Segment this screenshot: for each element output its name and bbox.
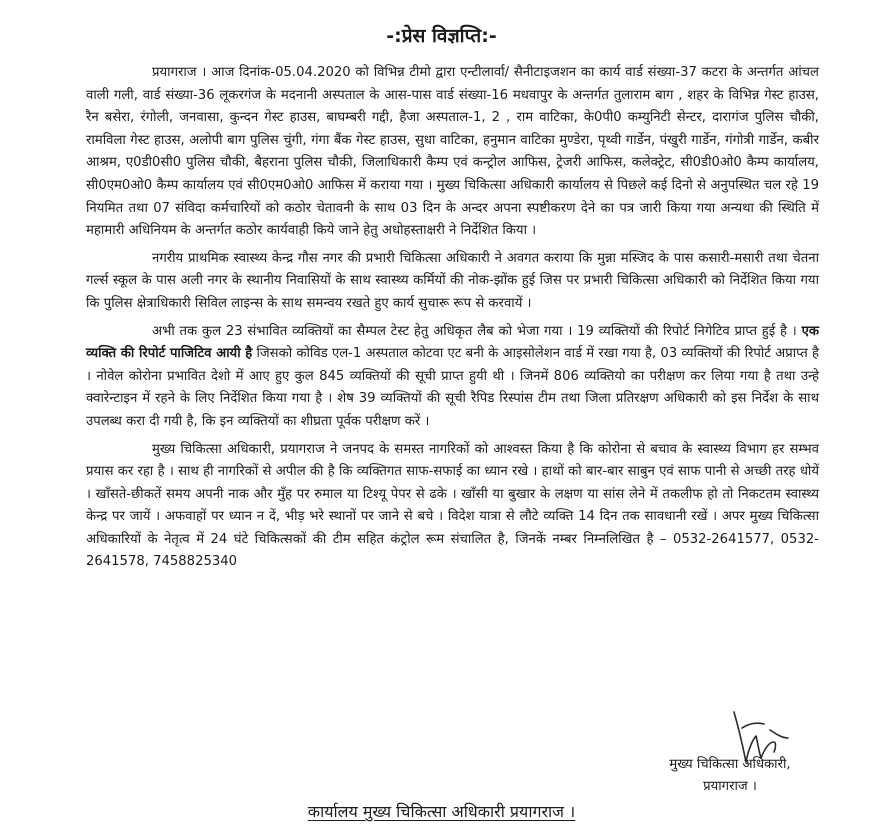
signature-block [610, 754, 850, 798]
test-results-details: जिसको कोविड एल-1 अस्पताल कोटवा एट बनी के आइसोलेशन वार्ड में रखा गया है, 03 व्यक्तियों की रिपोर्ट अप्राप्त है । नोवेल कोरोना प्रभावित देशो में आए हुए कुल 845 व्यक्तियों की सूची प्राप्त हुयी थी । जिनमें 806 व्यक्तियो का परीक्षण कर लिया गया है तथा उन्हे क्वारेन्टाइन में रहने के लिए निर्देशित किया गया है । शेष 39 व्यक्तियों की सूची रैपिड रिस्पांस टीम तथा जिला प्रतिरक्षण अधिकारी को इस निर्देश के साथ उपलब्ध करा दी गयी है, कि इन व्यक्तियों का शीघ्रता पूर्वक परीक्षण करें । [86, 346, 819, 429]
page-title: -:प्रेस विज्ञप्ति:- [386, 25, 497, 47]
positive-case-highlight: एक व्यक्ति की रिपोर्ट पाजिटिव आयी है [86, 323, 819, 362]
office-footer [0, 799, 883, 825]
press-release-body [86, 62, 819, 574]
signatory-designation: मुख्य चिकित्सा अधिकारी, [669, 757, 791, 772]
paragraph-test-results [86, 321, 819, 434]
test-results-intro: अभी तक कुल 23 संभावित व्यक्तियों का सैम्पल टेस्ट हेतु अधिकृत लैब को भेजा गया । 19 व्यक्तियों की रिपोर्ट निगेटिव प्राप्त हुई है । [152, 323, 797, 339]
office-name: कार्यालय मुख्य चिकित्सा अधिकारी प्रयागराज । [307, 802, 576, 821]
paragraph-sanitization: प्रयागराज । आज दिनांक-05.04.2020 को विभिन्न टीमो द्वारा एन्टीलार्वा/ सैनीटाइजशन का कार्य वार्ड संख्या-37 कटरा के अन्तर्गत आंचल वाली गली, वार्ड संख्या-36 लूकरगंज के मदनानी अस्पताल के आस-पास वार्ड संख्या-16 मधवापुर के अन्तर्गत तुलाराम बाग , शहर के विभिन्न गेस्ट हाउस, रैन बसेरा, रंगोली, जनवासा, कुन्दन गेस्ट हाउस, बाघम्बरी गद्दी, हैजा अस्पताल-1, 2 , राम वाटिका, के0पी0 कम्युनिटी सेन्टर, दारागंज पुलिस चौकी, रामविला गेस्ट हाउस, अलोपी बाग पुलिस चुंगी, गंगा बैंक गेस्ट हाउस, सुधा वाटिका, हनुमान वाटिका मुण्डेरा, पृथ्वी गार्डेन, पंखुरी गार्डेन, गंगोत्री गार्डेन, कबीर आश्रम, ए0डी0सी0 पुलिस चौकी, बैहराना पुलिस चौकी, जिलाधिकारी कैम्प एवं कन्ट्रोल आफिस, ट्रेजरी आफिस, कलेक्ट्रेट, सी0डी0ओ0 कैम्प कार्यालय, सी0एम0ओ0 कैम्प कार्यालय एवं सी0एम0ओ0 आफिस में कराया गया । मुख्य चिकित्सा अधिकारी कार्यालय से पिछले कई दिनो से अनुपस्थित चल रहे 19 नियमित तथा 07 संविदा कर्मचारियों को कठोर चेतावनी के साथ 03 दिन के अन्दर अपना स्पष्टीकरण देने का पत्र जारी किया गया अन्यथा की स्थिति में महामारी अधिनियम के अन्तर्गत कठोर कार्यवाही किये जाने हेतु अधोहस्ताक्षरी ने निर्देशित किया । [86, 65, 819, 239]
signatory-place: प्रयागराज । [703, 779, 757, 794]
paragraph-public-advisory: मुख्य चिकित्सा अधिकारी, प्रयागराज ने जनपद के समस्त नागरिकों को आश्वस्त किया है कि कोरोना से बचाव के स्वास्थ्य विभाग हर सम्भव प्रयास कर रहा है । साथ ही नागरिकों से अपील की है कि व्यक्तिगत साफ-सफाई का ध्यान रखे । हाथों को बार-बार साबुन एवं साफ पानी से अच्छी तरह धोयें । खाँसते-छीकतें समय अपनी नाक और मुँह पर रुमाल या टिश्यू पेपर से ढके । खाँसी या बुखार के लक्षण या सांस लेने में तकलीफ हो तो निकटतम स्वास्थ्य केन्द्र पर जायें । अफवाहों पर ध्यान न दें, भीड़ भरे स्थानों पर जाने से बचे । विदेश यात्रा से लौटे व्यक्ति 14 दिन तक सावधानी रखें । अपर मुख्य चिकित्सा अधिकारियों के नेतृत्व में 24 घंटे चिकित्सकों की टीम सहित कंट्रोल रूम संचालित है, जिनकें नम्बर निम्नलिखित है – 0532-2641577, 0532-2641578, 7458825340 [86, 441, 819, 570]
paragraph-health-centre-incident: नगरीय प्राथमिक स्वास्थ्य केन्द्र गौस नगर की प्रभारी चिकित्सा अधिकारी ने अवगत कराया कि मुन्ना मस्जिद के पास कसारी-मसारी तथा चेतना गर्ल्स स्कूल के पास अली नगर के स्थानीय निवासियों के साथ स्वास्थ्य कर्मियों की नोक-झोंक हुई जिस पर प्रभारी चिकित्सा अधिकारी को निर्देशित किया गया कि पुलिस क्षेत्राधिकारी सिविल लाइन्स के साथ समन्वय रखते हुए कार्य सुचारू रूप से करवायें । [86, 250, 819, 311]
